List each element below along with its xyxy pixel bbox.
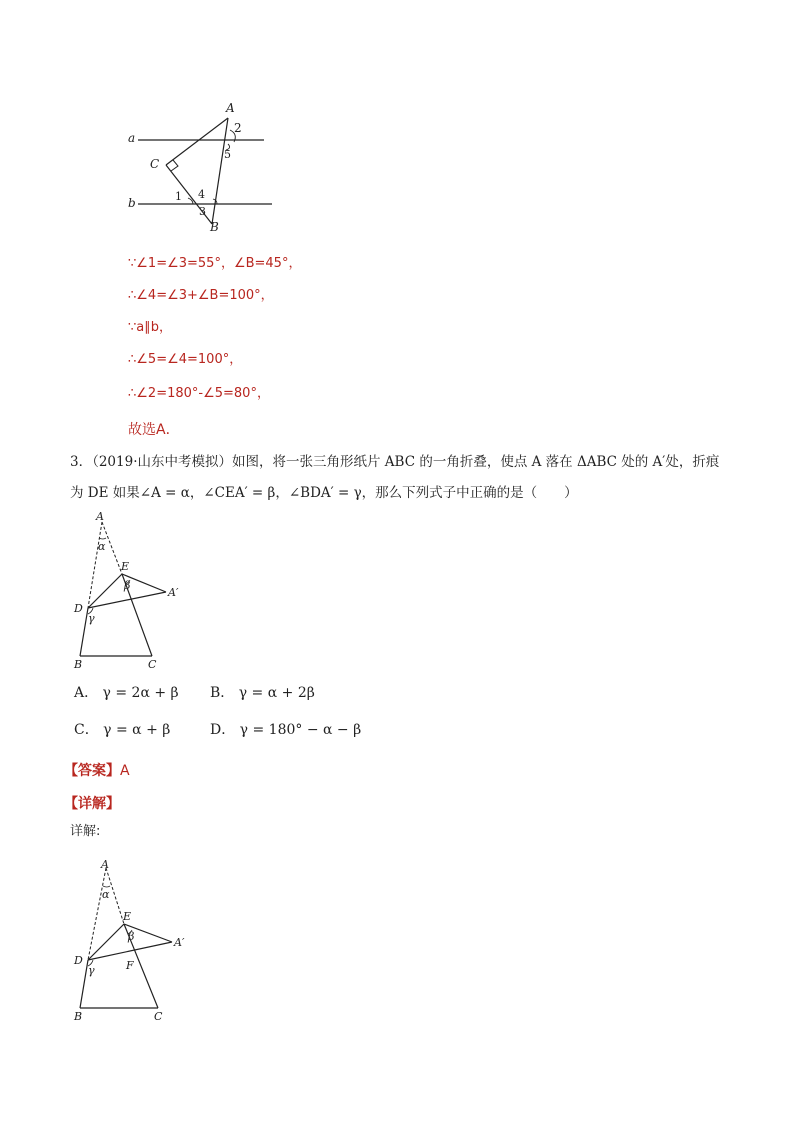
fold-line-AD — [88, 522, 102, 608]
label-4: 4 — [198, 188, 205, 201]
figure-folded-triangle-with-F — [66, 856, 196, 1028]
solution-line-3: ∵a∥b， — [128, 320, 172, 335]
segment-AB — [212, 118, 228, 224]
label-C: C — [148, 658, 157, 670]
solution-line-4: ∴∠5=∠4=100°， — [128, 352, 243, 367]
label-A: A — [226, 101, 235, 115]
figure-parallel-lines — [120, 96, 280, 236]
label-5: 5 — [224, 148, 231, 161]
label-B: B — [74, 1010, 83, 1023]
figure-folded-triangle — [66, 510, 196, 670]
label-C: C — [154, 1010, 163, 1023]
label-gamma: γ — [88, 964, 95, 977]
label-B: B — [74, 658, 83, 670]
answer-value: A — [120, 763, 130, 779]
label-E: E — [123, 910, 132, 923]
detail-text: 详解: — [70, 824, 101, 839]
label-beta: β — [124, 579, 131, 592]
segment-AC — [166, 118, 228, 165]
label-3: 3 — [199, 205, 206, 218]
question-3-line-1: 3．（2019·山东中考模拟）如图，将一张三角形纸片 ABC 的一角折叠，使点 A 落在 ΔABC 处的 A′处，折痕 — [70, 454, 720, 470]
choose-answer: 故选A． — [128, 422, 180, 438]
angle-arc-alpha — [103, 886, 110, 887]
label-A: A — [101, 858, 109, 871]
label-2: 2 — [234, 121, 242, 135]
label-E: E — [121, 560, 130, 573]
option-D[interactable]: D． γ = 180° − α − β — [210, 722, 362, 738]
detail-label: 【详解】 — [64, 796, 120, 812]
right-angle-mark — [171, 160, 178, 171]
solution-line-5: ∴∠2=180°-∠5=80°， — [128, 386, 270, 401]
solution-line-1: ∵∠1=∠3=55°，∠B=45°， — [128, 256, 302, 271]
segment-DB — [80, 608, 88, 656]
label-gamma: γ — [88, 612, 95, 625]
answer-row — [64, 760, 130, 780]
label-A-prime: A′ — [174, 936, 185, 949]
question-3-line-2: 为 DE 如果∠A = α，∠CEA′ = β，∠BDA′ = γ，那么下列式子中正确的是（ ） — [70, 485, 578, 501]
label-b: b — [128, 196, 136, 210]
angle-arc-alpha — [99, 538, 106, 539]
fold-line-AD — [88, 868, 106, 960]
segment-DA1 — [88, 942, 172, 960]
option-A[interactable]: A． γ = 2α + β — [74, 685, 179, 701]
label-F: F — [126, 959, 134, 972]
option-B[interactable]: B． γ = α + 2β — [210, 685, 315, 701]
label-alpha: α — [102, 888, 110, 901]
label-1: 1 — [175, 190, 182, 203]
answer-label: 【答案】 — [64, 763, 120, 779]
label-a: a — [128, 131, 136, 145]
label-alpha: α — [98, 540, 106, 553]
solution-line-2: ∴∠4=∠3+∠B=100°， — [128, 288, 274, 303]
label-A-prime: A′ — [168, 586, 179, 599]
segment-DB — [80, 960, 88, 1008]
segment-DE — [88, 924, 124, 960]
label-D: D — [74, 954, 83, 967]
label-D: D — [74, 602, 83, 615]
label-beta: β — [128, 930, 135, 943]
option-C[interactable]: C． γ = α + β — [74, 722, 171, 738]
label-B: B — [210, 220, 219, 234]
label-A: A — [96, 510, 104, 523]
label-C: C — [150, 157, 160, 171]
segment-DA1 — [88, 592, 166, 608]
